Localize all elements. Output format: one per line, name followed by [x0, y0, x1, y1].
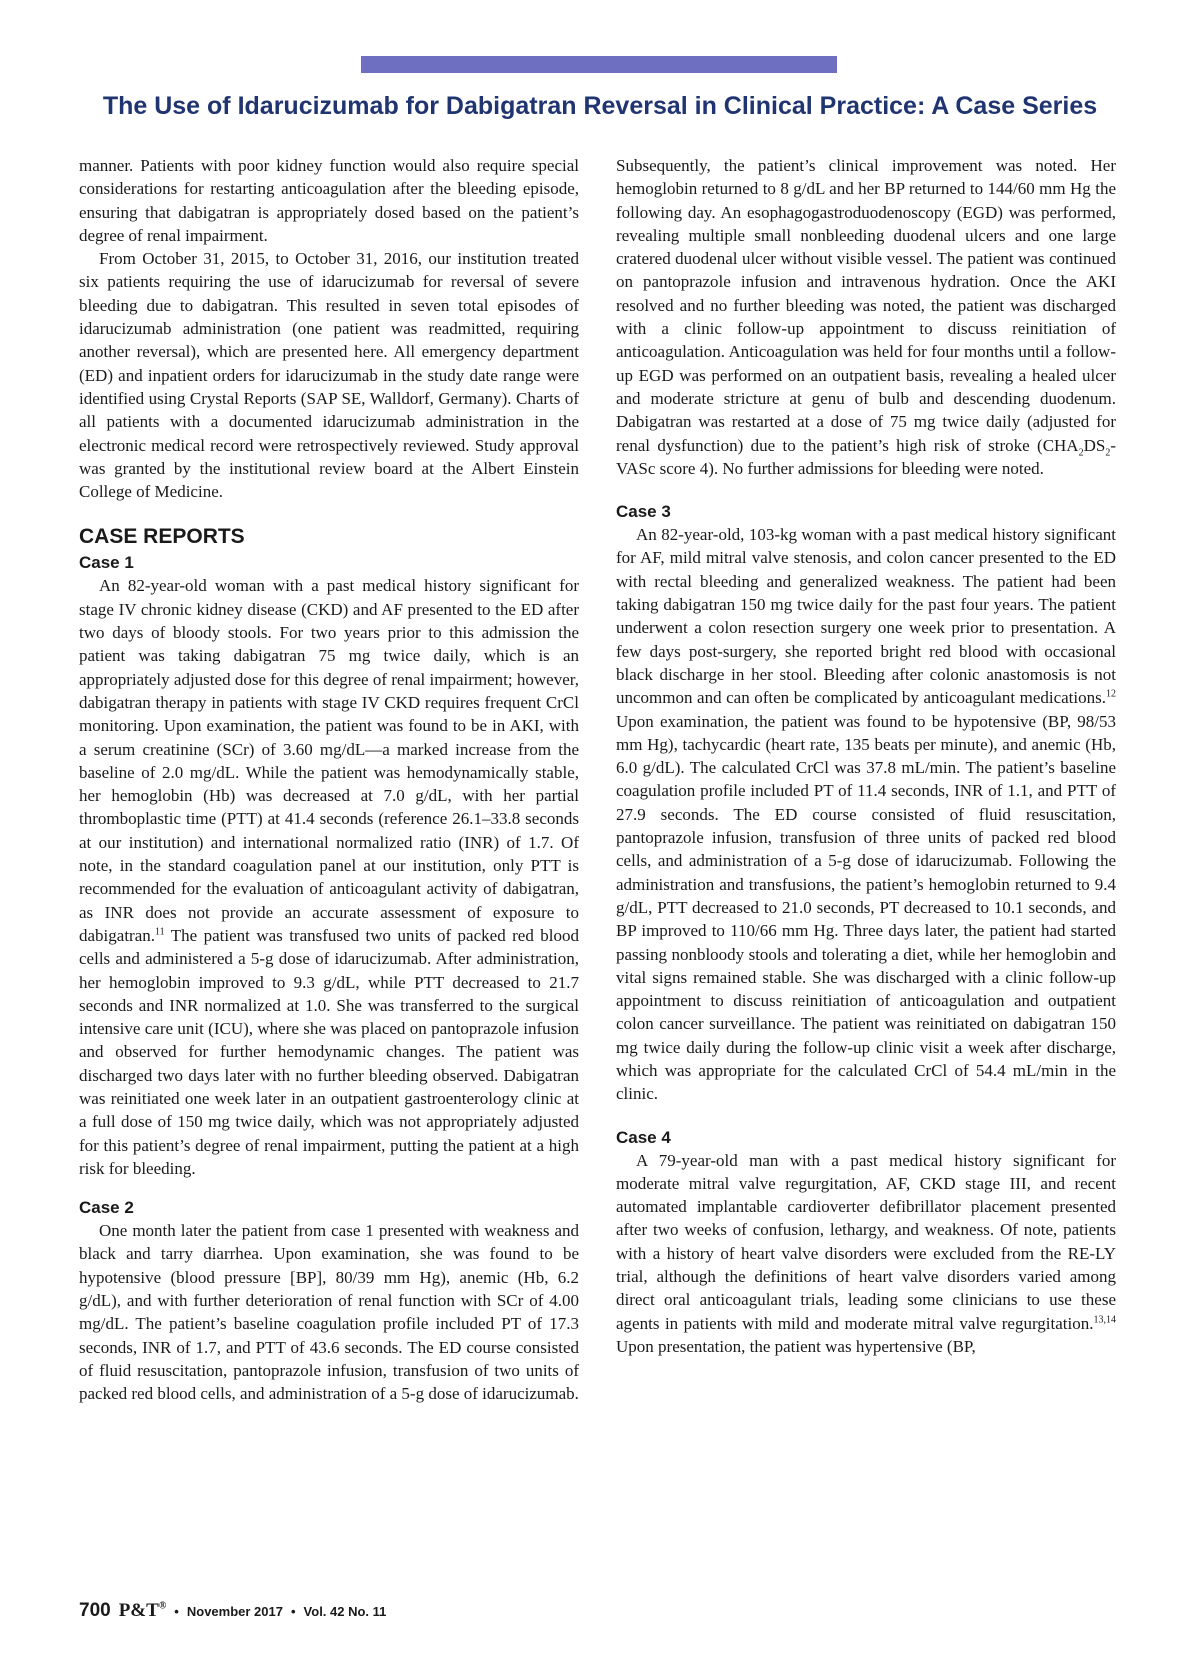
case-3-text: An 82-year-old, 103-kg woman with a past medical history significant for AF, mild mitral valve stenosis, and colon cancer presented to the ED with rectal bleeding and generalized weakness. The patient had been taking dabigatran 150 mg twice daily for the past four years. The patient underwent a colon resection surgery one week prior to presentation. A few days post-surgery, she reported bright red blood with occasional black discharge in her stool. Bleeding after colonic anastomosis is not uncommon and can often be complicated by anticoagulant medications.$^{12}$ Upon examination, the patient was found to be hypotensive (BP, 98/53 mm Hg), tachycardic (heart rate, 135 beats per minute), and anemic (Hb, 6.0 g/dL). The calculated CrCl was 37.8 mL/min. The patient’s baseline coagulation profile included PT of 11.4 seconds, INR of 1.1, and PTT of 27.9 seconds. The ED course consisted of fluid resuscitation, pantoprazole infusion, transfusion of three units of packed red blood cells, and administration of a 5-g dose of idarucizumab. Following the administration and transfusions, the patient’s hemoglobin returned to 9.4 g/dL, PTT decreased to 21.0 seconds, PT decreased to 10.1 seconds, and BP improved to 110/66 mm Hg. Three days later, the patient had started passing nonbloody stools and tolerating a diet, while her hemoglobin and vital signs remained stable. She was discharged with a clinic follow-up appointment to discuss reinitiation of anticoagulation and outpatient colon cancer surveillance. The patient was reinitiated on dabigatran 150 mg twice daily during the follow-up clinic visit a week after discharge, which was appropriate for the calculated CrCl of 54.4 mL/min in the clinic.	[616, 525, 1116, 1104]
issue-date: November 2017	[186, 1604, 283, 1619]
header-color-bar	[361, 56, 837, 73]
journal-name: P&T®	[118, 1600, 167, 1621]
right-column	[616, 154, 1116, 1358]
paragraph: From October 31, 2015, to October 31, 2016, our institution treated six patients requiring the use of idarucizumab for reversal of severe bleeding due to dabigatran. This resulted in seven total episodes of idarucizumab administration (one patient was readmitted, requiring another reversal), which are presented here. All emergency department (ED) and inpatient orders for idarucizumab in the study date range were identified using Crystal Reports (SAP SE, Walldorf, Germany). Charts of all patients with a documented idarucizumab administration in the electronic medical record were retrospectively reviewed. Study approval was granted by the institutional review board at the Albert Einstein College of Medicine.	[79, 249, 579, 502]
left-column	[79, 154, 579, 1406]
separator: •	[290, 1604, 296, 1619]
page-footer	[79, 1600, 386, 1622]
citation-ref: 12	[1106, 688, 1116, 700]
paragraph: manner. Patients with poor kidney function would also require special considerations for restarting anticoagulation after the bleeding episode, ensuring that dabigatran is appropriately dosed based on the patient’s degree of renal impairment.	[79, 156, 579, 245]
case-3-heading: Case 3	[616, 502, 671, 522]
case-1-text: An 82-year-old woman with a past medical history significant for stage IV chronic kidney disease (CKD) and AF presented to the ED after two days of bloody stools. For two years prior to this admission the patient was taking dabigatran 75 mg twice daily, which is an appropriately adjusted dose for this degree of renal impairment; however, dabigatran therapy in patients with stage IV CKD requires frequent CrCl monitoring. Upon examination, the patient was found to be in AKI, with a serum creatinine (SCr) of 3.60 mg/dL—a marked increase from the baseline of 2.0 mg/dL. While the patient was hemodynamically stable, her hemoglobin (Hb) was decreased at 7.0 g/dL, with her partial thromboplastic time (PTT) at 41.4 seconds (reference 26.1–33.8 seconds at our institution) and international normalized ratio (INR) of 1.7. Of note, in the standard coagulation panel at our institution, only PTT is recommended for the evaluation of anticoagulant activity of dabigatran, as INR does not provide an accurate assessment of exposure to dabigatran.$^{11}$ The patient was transfused two units of packed red blood cells and administered a 5-g dose of idarucizumab. After administration, her hemoglobin improved to 9.3 g/dL, while PTT decreased to 21.7 seconds and INR normalized at 1.0. She was transferred to the surgical intensive care unit (ICU), where she was placed on pantoprazole infusion and observed for further hemodynamic changes. The patient was discharged two days later with no further bleeding observed. Dabigatran was reinitiated one week later in an outpatient gastroenterology clinic at a full dose of 150 mg twice daily, which was not appropriately adjusted for this patient’s degree of renal impairment, putting the patient at a high risk for bleeding.	[79, 576, 579, 1178]
volume-info: Vol. 42 No. 11	[303, 1604, 387, 1619]
paragraph: Subsequently, the patient’s clinical improvement was noted. Her hemoglobin returned to 8 g/dL and her BP returned to 144/60 mm Hg the following day. An esophagogastroduodenoscopy (EGD) was performed, revealing multiple small nonbleeding duodenal ulcers and one large cratered duodenal ulcer without visible vessel. The patient was continued on pantoprazole infusion and intravenous hydration. Once the AKI resolved and no further bleeding was noted, the patient was discharged with a clinic follow-up appointment to discuss reinitiation of anticoagulation. Anticoagulation was held for four months until a follow-up EGD was performed on an outpatient basis, revealing a healed ulcer and moderate stricture at genu of bulb and descending duodenum. Dabigatran was restarted at a dose of 75 mg twice daily (adjusted for renal dysfunction) due to the patient’s high risk of stroke ($CHA_2DS_2$-VASc score 4). No further admissions for bleeding were noted.	[616, 156, 1116, 478]
case-2-heading: Case 2	[79, 1198, 134, 1218]
citation-ref: 11	[155, 926, 165, 938]
section-heading-case-reports: CASE REPORTS	[79, 525, 245, 549]
article-title: The Use of Idarucizumab for Dabigatran Reversal in Clinical Practice: A Case Series	[102, 92, 1098, 120]
separator: •	[174, 1604, 179, 1619]
case-1-heading: Case 1	[79, 553, 134, 573]
case-4-heading: Case 4	[616, 1127, 671, 1147]
case-4-text: A 79-year-old man with a past medical history significant for moderate mitral valve regurgitation, AF, CKD stage III, and recent automated implantable cardioverter defibrillator placement presented after two weeks of confusion, lethargy, and weakness. Of note, patients with a history of heart valve disorders were excluded from the RE-LY trial, although the definitions of heart valve disorders varied among direct oral anticoagulant trials, leading some clinicians to use these agents in patients with mild and moderate mitral valve regurgitation.$^{13,14}$ Upon presentation, the patient was hypertensive (BP,	[616, 1150, 1116, 1356]
citation-ref: 13,14	[1093, 1314, 1116, 1325]
page-number: 700	[79, 1600, 111, 1621]
case-2-text: One month later the patient from case 1 presented with weakness and black and tarry diarrhea. Upon examination, she was found to be hypotensive (blood pressure [BP], 80/39 mm Hg), anemic (Hb, 6.2 g/dL), and with further deterioration of renal function with SCr of 4.00 mg/dL. The patient’s baseline coagulation profile included PT of 17.3 seconds, INR of 1.7, and PTT of 43.6 seconds. The ED course consisted of fluid resuscitation, pantoprazole infusion, transfusion of two units of packed red blood cells, and administration of a 5-g dose of idarucizumab.	[79, 1221, 579, 1404]
